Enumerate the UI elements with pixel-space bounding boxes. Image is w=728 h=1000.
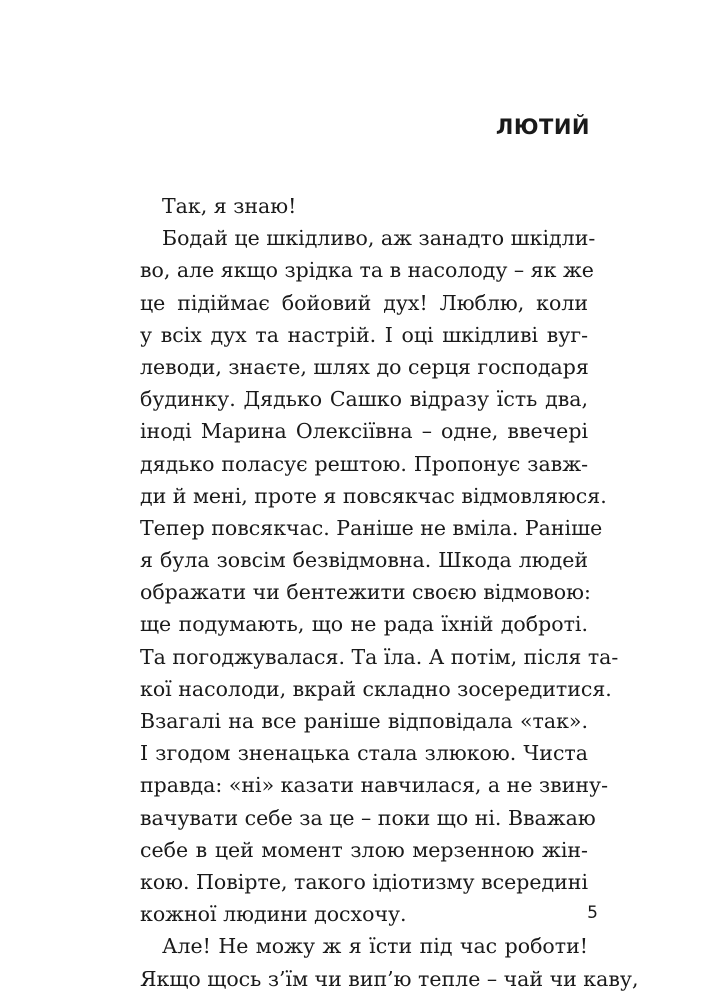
paragraph (140, 930, 639, 994)
text-line: Тепер повсякчас. Раніше не вміла. Раніше (140, 515, 603, 540)
paragraph (140, 222, 619, 930)
text-line: себе в цей момент злою мерзенною жін- (140, 837, 588, 862)
text-line: Взагалі на все раніше відповідала «так». (140, 709, 588, 733)
text-line: будинку. Дядько Сашко відразу їсть два, (140, 387, 588, 412)
text-line: кожної людини досхочу. (140, 902, 407, 927)
text-line: дядько поласує рештою. Пропонує завж- (140, 451, 588, 476)
text-line: Та погоджувалася. Та їла. А потім, після та- (140, 644, 619, 669)
text-line: кої насолоди, вкрай складно зосередитися. (140, 676, 612, 701)
paragraph (140, 190, 588, 222)
text-line: леводи, знаєте, шлях до серця господаря (140, 354, 589, 379)
text-line: ще подумають, що не рада їхній доброті. (140, 612, 588, 637)
text-line: ображати чи бентежити своєю відмовою: (140, 580, 591, 605)
text-line: Якщо щось з’їм чи вип’ю тепле – чай чи каву, (140, 966, 639, 991)
text-line: Бодай це шкідливо, аж занадто шкідли- (162, 226, 596, 251)
text-line: Але! Не можу ж я їсти під час роботи! (162, 934, 588, 959)
text-line: ди й мені, проте я повсякчас відмовляюся. (140, 483, 607, 508)
text-line: во, але якщо зрідка та в насолоду – як же (140, 258, 594, 283)
text-line: правда: «ні» казати навчилася, а не звину- (140, 773, 609, 798)
text-line: іноді Марина Олексіївна – одне, ввечері (140, 419, 588, 444)
text-line: я була зовсім безвідмовна. Шкода людей (140, 548, 588, 573)
text-line: кою. Повірте, такого ідіотизму всередині (140, 869, 588, 894)
body-text (140, 190, 639, 995)
text-line: вачувати себе за це – поки що ні. Вважаю (140, 805, 596, 830)
page-number: 5 (587, 903, 598, 923)
chapter-heading: ЛЮТИЙ (495, 115, 590, 139)
text-line: це підіймає бойовий дух! Люблю, коли (140, 290, 588, 315)
text-line: І згодом зненацька стала злюкою. Чиста (140, 741, 588, 766)
text-line: у всіх дух та настрій. І оці шкідливі вуг- (140, 322, 588, 347)
text-line: Так, я знаю! (162, 194, 297, 218)
